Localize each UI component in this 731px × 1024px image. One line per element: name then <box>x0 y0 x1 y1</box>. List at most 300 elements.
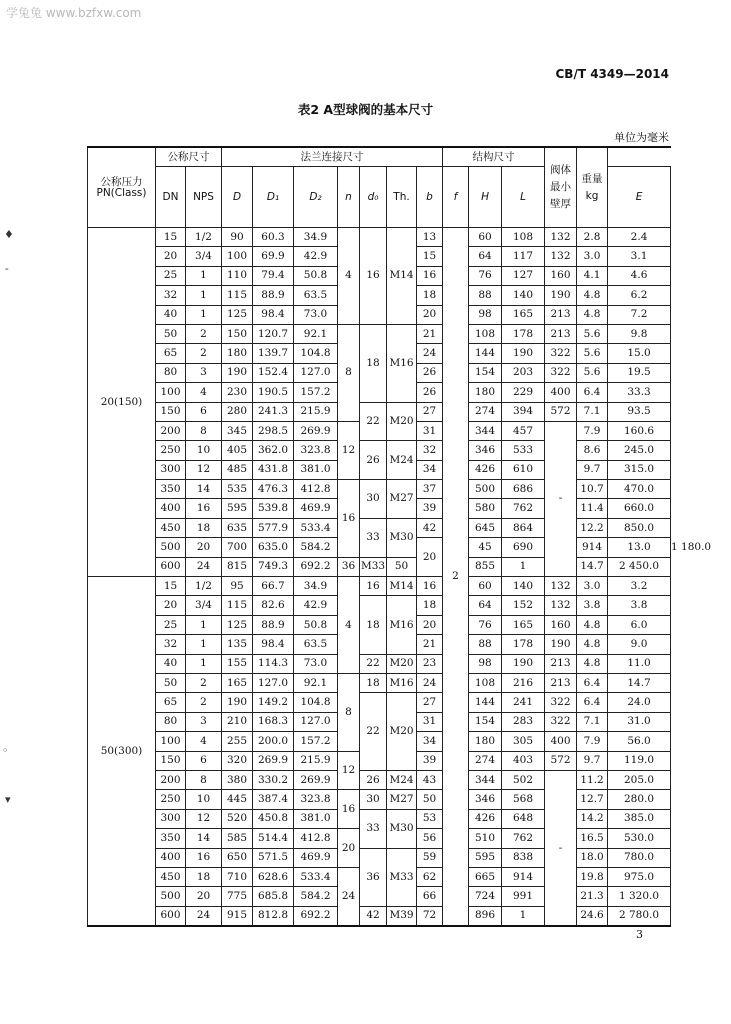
b-cell: 42 <box>417 518 443 537</box>
h-cell: 510 <box>469 829 502 848</box>
l-cell: 648 <box>502 809 545 828</box>
d2-cell: 157.2 <box>294 383 338 402</box>
d1-cell: 635.0 <box>253 538 294 557</box>
d2-cell: 381.0 <box>294 460 338 479</box>
nps-cell: 6 <box>186 751 222 770</box>
table-row <box>88 654 671 673</box>
d-cell: 165 <box>222 673 253 692</box>
weight-cell: 280.0 <box>608 790 671 809</box>
b-cell: 23 <box>417 654 443 673</box>
d-cell: 95 <box>222 577 253 596</box>
l-cell: 762 <box>502 499 545 518</box>
nps-cell: 1/2 <box>186 577 222 596</box>
header-d2: D₂ <box>294 167 338 228</box>
thread-cell: M24 <box>387 770 417 789</box>
table-row <box>88 518 671 537</box>
h-cell: 98 <box>469 305 502 324</box>
weight-cell: 385.0 <box>608 809 671 828</box>
wall-thickness-cell: 9.7 <box>577 751 608 770</box>
d2-cell: 104.8 <box>294 693 338 712</box>
wall-thickness-cell: 18.0 <box>577 848 608 867</box>
dn-cell: 25 <box>156 266 186 285</box>
e-cell: 132 <box>545 577 577 596</box>
e-cell: 322 <box>545 693 577 712</box>
h-cell: 76 <box>469 615 502 634</box>
d-cell: 815 <box>222 557 253 576</box>
dn-cell: 32 <box>156 635 186 654</box>
d-cell: 135 <box>222 635 253 654</box>
h-cell: 108 <box>469 324 502 343</box>
d-cell: 180 <box>222 344 253 363</box>
h-cell: 346 <box>469 790 502 809</box>
weight-cell: 470.0 <box>608 480 671 499</box>
dn-cell: 200 <box>156 770 186 789</box>
dn-cell: 500 <box>156 538 186 557</box>
dn-cell: 450 <box>156 518 186 537</box>
b-cell: 18 <box>417 596 443 615</box>
bolt-hole-cell: 16 <box>360 577 387 596</box>
l-cell: 127 <box>502 266 545 285</box>
d-cell: 90 <box>222 228 253 247</box>
b-cell: 59 <box>417 848 443 867</box>
table-row <box>88 596 671 615</box>
dn-cell: 40 <box>156 654 186 673</box>
e-cell: 132 <box>545 596 577 615</box>
d2-cell: 73.0 <box>294 305 338 324</box>
l-cell: 241 <box>502 693 545 712</box>
d2-cell: 127.0 <box>294 712 338 731</box>
weight-cell: 119.0 <box>608 751 671 770</box>
d2-cell: 469.9 <box>294 848 338 867</box>
e-cell: 213 <box>545 324 577 343</box>
bolt-hole-cell: 22 <box>360 693 387 771</box>
header-f: f <box>443 167 469 228</box>
nps-cell: 20 <box>186 538 222 557</box>
d1-cell: 88.9 <box>253 286 294 305</box>
wall-thickness-cell: 5.6 <box>577 363 608 382</box>
dn-cell: 20 <box>156 247 186 266</box>
h-cell: 426 <box>469 460 502 479</box>
h-cell: 426 <box>469 809 502 828</box>
l-cell: 305 <box>502 732 545 751</box>
weight-cell: 245.0 <box>608 441 671 460</box>
bolt-hole-cell: 18 <box>360 596 387 654</box>
nps-cell: 16 <box>186 499 222 518</box>
l-cell: 1 <box>502 906 545 926</box>
b-cell: 24 <box>417 344 443 363</box>
nps-cell: 3/4 <box>186 596 222 615</box>
e-cell: 322 <box>545 344 577 363</box>
wall-thickness-cell: 11.2 <box>577 770 608 789</box>
d-cell: 210 <box>222 712 253 731</box>
margin-mark: ▾ <box>5 793 11 806</box>
h-cell: 180 <box>469 383 502 402</box>
e-cell: 132 <box>545 247 577 266</box>
d1-cell: 812.8 <box>253 906 294 926</box>
l-cell: 914 <box>502 867 545 886</box>
header-dn: DN <box>156 167 186 228</box>
bolt-count-cell: 20 <box>338 829 360 868</box>
dn-cell: 100 <box>156 383 186 402</box>
h-cell: 98 <box>469 654 502 673</box>
wall-thickness-cell: 7.1 <box>577 712 608 731</box>
d-cell: 445 <box>222 790 253 809</box>
dn-cell: 350 <box>156 480 186 499</box>
page-number: 3 <box>636 928 643 941</box>
dn-cell: 40 <box>156 305 186 324</box>
b-cell: 27 <box>417 693 443 712</box>
wall-thickness-cell: 4.8 <box>577 654 608 673</box>
b-cell: 34 <box>417 460 443 479</box>
weight-cell: 2 780.0 <box>608 906 671 926</box>
d1-cell: 69.9 <box>253 247 294 266</box>
weight-cell: 24.0 <box>608 693 671 712</box>
thread-cell: M33 <box>387 848 417 906</box>
wall-thickness-cell: 4.8 <box>577 615 608 634</box>
l-cell: 152 <box>502 596 545 615</box>
h-cell: 896 <box>469 906 502 926</box>
l-cell: 457 <box>502 421 545 440</box>
wall-thickness-cell: 3.0 <box>577 577 608 596</box>
wall-thickness-cell: 12.7 <box>577 790 608 809</box>
d-cell: 150 <box>222 324 253 343</box>
thread-cell: M27 <box>387 790 417 809</box>
dn-cell: 150 <box>156 402 186 421</box>
e-cell: 190 <box>545 635 577 654</box>
dn-cell: 80 <box>156 363 186 382</box>
thread-cell: M24 <box>387 441 417 480</box>
d-cell: 520 <box>222 809 253 828</box>
d1-cell: 149.2 <box>253 693 294 712</box>
e-cell: 322 <box>545 712 577 731</box>
margin-mark: - <box>5 262 9 275</box>
dn-cell: 50 <box>156 324 186 343</box>
d2-cell: 533.4 <box>294 518 338 537</box>
nps-cell: 18 <box>186 867 222 886</box>
d1-cell: 514.4 <box>253 829 294 848</box>
weight-cell: 7.2 <box>608 305 671 324</box>
bolt-count-cell: 12 <box>338 751 360 790</box>
nps-cell: 1 <box>186 286 222 305</box>
thread-cell: M20 <box>387 402 417 441</box>
d-cell: 115 <box>222 286 253 305</box>
wall-thickness-cell: 21.3 <box>577 887 608 906</box>
table-row <box>88 693 671 712</box>
d1-cell: 241.3 <box>253 402 294 421</box>
b-cell: 26 <box>417 363 443 382</box>
l-cell: 686 <box>502 480 545 499</box>
l-cell: 165 <box>502 615 545 634</box>
d2-cell: 323.8 <box>294 790 338 809</box>
b-cell: 50 <box>387 557 417 576</box>
nps-cell: 3 <box>186 363 222 382</box>
l-cell: 203 <box>502 363 545 382</box>
table-row <box>88 324 671 343</box>
b-cell: 45 <box>469 538 502 557</box>
h-cell: 64 <box>469 596 502 615</box>
b-cell: 32 <box>417 441 443 460</box>
table-row <box>88 770 671 789</box>
b-cell: 21 <box>417 635 443 654</box>
d2-cell: 584.2 <box>294 887 338 906</box>
wall-thickness-cell: 14.7 <box>577 557 608 576</box>
header-b: b <box>417 167 443 228</box>
dn-cell: 200 <box>156 421 186 440</box>
d2-cell: 692.2 <box>294 557 338 576</box>
b-cell: 21 <box>417 324 443 343</box>
thread-cell: M30 <box>387 809 417 848</box>
b-cell: 26 <box>417 383 443 402</box>
d1-cell: 476.3 <box>253 480 294 499</box>
dn-cell: 65 <box>156 344 186 363</box>
h-cell: 108 <box>469 673 502 692</box>
d-cell: 380 <box>222 770 253 789</box>
l-cell: 108 <box>502 228 545 247</box>
d2-cell: 50.8 <box>294 266 338 285</box>
margin-mark: ◦ <box>2 744 9 757</box>
d2-cell: 50.8 <box>294 615 338 634</box>
nps-cell: 24 <box>186 557 222 576</box>
l-cell: 838 <box>502 848 545 867</box>
d-cell: 710 <box>222 867 253 886</box>
margin-mark: ♦ <box>4 228 14 241</box>
weight-cell: 530.0 <box>608 829 671 848</box>
d1-cell: 577.9 <box>253 518 294 537</box>
e-cell: 572 <box>545 751 577 770</box>
h-cell: 346 <box>469 441 502 460</box>
wall-thickness-cell: 10.7 <box>577 480 608 499</box>
d2-cell: 104.8 <box>294 344 338 363</box>
pressure-class-cell: 50(300) <box>88 577 156 927</box>
weight-cell: 11.0 <box>608 654 671 673</box>
b-cell: 20 <box>417 615 443 634</box>
d1-cell: 82.6 <box>253 596 294 615</box>
h-cell: 665 <box>469 867 502 886</box>
wall-thickness-cell: 4.1 <box>577 266 608 285</box>
d-cell: 700 <box>222 538 253 557</box>
weight-cell: 315.0 <box>608 460 671 479</box>
d-cell: 125 <box>222 615 253 634</box>
d1-cell: 120.7 <box>253 324 294 343</box>
bolt-count-cell: 8 <box>338 673 360 751</box>
nps-cell: 6 <box>186 402 222 421</box>
d1-cell: 60.3 <box>253 228 294 247</box>
nps-cell: 1 <box>186 654 222 673</box>
h-cell: 144 <box>469 693 502 712</box>
nps-cell: 1 <box>186 305 222 324</box>
d1-cell: 362.0 <box>253 441 294 460</box>
l-cell: 864 <box>502 518 545 537</box>
header-d1: D₁ <box>253 167 294 228</box>
d-cell: 115 <box>222 596 253 615</box>
l-cell: 394 <box>502 402 545 421</box>
d2-cell: 63.5 <box>294 635 338 654</box>
h-cell: 88 <box>469 286 502 305</box>
weight-cell: 975.0 <box>608 867 671 886</box>
dn-cell: 400 <box>156 848 186 867</box>
h-cell: 344 <box>469 770 502 789</box>
weight-cell: 3.2 <box>608 577 671 596</box>
nps-cell: 8 <box>186 421 222 440</box>
watermark: 学兔兔 www.bzfxw.com <box>6 6 142 20</box>
h-cell: 88 <box>469 635 502 654</box>
nps-cell: 8 <box>186 770 222 789</box>
d1-cell: 298.5 <box>253 421 294 440</box>
h-cell: 76 <box>469 266 502 285</box>
d2-cell: 469.9 <box>294 499 338 518</box>
h-cell: 64 <box>469 247 502 266</box>
nps-cell: 12 <box>186 460 222 479</box>
d2-cell: 34.9 <box>294 228 338 247</box>
d2-cell: 412.8 <box>294 829 338 848</box>
weight-cell: 15.0 <box>608 344 671 363</box>
weight-cell: 6.2 <box>608 286 671 305</box>
b-cell: 37 <box>417 480 443 499</box>
f-cell: 2 <box>443 228 469 927</box>
header-structure: 结构尺寸 <box>443 147 545 167</box>
d1-cell: 152.4 <box>253 363 294 382</box>
weight-cell: 19.5 <box>608 363 671 382</box>
nps-cell: 1 <box>186 266 222 285</box>
d2-cell: 42.9 <box>294 596 338 615</box>
d-cell: 650 <box>222 848 253 867</box>
bolt-count-cell: 4 <box>338 228 360 325</box>
header-pressure: 公称压力 PN(Class) <box>88 147 156 228</box>
d2-cell: 127.0 <box>294 363 338 382</box>
dn-cell: 500 <box>156 887 186 906</box>
header-l: L <box>502 167 545 228</box>
b-cell: 39 <box>417 499 443 518</box>
bolt-hole-cell: 26 <box>360 441 387 480</box>
l-cell: 190 <box>502 654 545 673</box>
b-cell: 34 <box>417 732 443 751</box>
l-cell: 216 <box>502 673 545 692</box>
e-cell: 400 <box>545 732 577 751</box>
e-cell: 322 <box>545 363 577 382</box>
l-cell: 1 <box>502 557 545 576</box>
dn-cell: 450 <box>156 867 186 886</box>
table-row <box>88 673 671 692</box>
d2-cell: 34.9 <box>294 577 338 596</box>
dn-cell: 300 <box>156 809 186 828</box>
weight-cell: 205.0 <box>608 770 671 789</box>
e-cell: 213 <box>545 654 577 673</box>
header-h: H <box>469 167 502 228</box>
h-cell: 580 <box>469 499 502 518</box>
dn-cell: 25 <box>156 615 186 634</box>
l-cell: 165 <box>502 305 545 324</box>
pressure-class-cell: 20(150) <box>88 228 156 577</box>
wall-thickness-cell: 9.7 <box>577 460 608 479</box>
dn-cell: 400 <box>156 499 186 518</box>
d1-cell: 190.5 <box>253 383 294 402</box>
nps-cell: 14 <box>186 829 222 848</box>
dn-cell: 50 <box>156 673 186 692</box>
header-d: D <box>222 167 253 228</box>
bolt-hole-cell: 30 <box>360 480 387 519</box>
nps-cell: 16 <box>186 848 222 867</box>
e-cell: 160 <box>545 615 577 634</box>
l-cell: 190 <box>502 344 545 363</box>
d-cell: 775 <box>222 887 253 906</box>
h-cell: 180 <box>469 732 502 751</box>
h-cell: 645 <box>469 518 502 537</box>
d-cell: 255 <box>222 732 253 751</box>
d2-cell: 269.9 <box>294 770 338 789</box>
weight-cell: 2.4 <box>608 228 671 247</box>
dn-cell: 20 <box>156 596 186 615</box>
d1-cell: 539.8 <box>253 499 294 518</box>
nps-cell: 20 <box>186 887 222 906</box>
wall-thickness-cell: 12.2 <box>577 518 608 537</box>
dn-cell: 350 <box>156 829 186 848</box>
weight-cell: 1 320.0 <box>608 887 671 906</box>
wall-thickness-cell: 4.8 <box>577 635 608 654</box>
e-cell: 400 <box>545 383 577 402</box>
d-cell: 125 <box>222 305 253 324</box>
d-cell: 190 <box>222 363 253 382</box>
nps-cell: 18 <box>186 518 222 537</box>
b-cell: 18 <box>417 286 443 305</box>
e-cell: 213 <box>545 305 577 324</box>
weight-cell: 2 450.0 <box>608 557 671 576</box>
d2-cell: 63.5 <box>294 286 338 305</box>
nps-cell: 3/4 <box>186 247 222 266</box>
header-d0: d₀ <box>360 167 387 228</box>
l-cell: 140 <box>502 286 545 305</box>
b-cell: 16 <box>417 266 443 285</box>
table-row <box>88 848 671 867</box>
d-cell: 280 <box>222 402 253 421</box>
weight-cell: 780.0 <box>608 848 671 867</box>
header-weight: 重量 kg <box>577 147 608 228</box>
weight-cell: 660.0 <box>608 499 671 518</box>
d-cell: 110 <box>222 266 253 285</box>
thread-cell: M14 <box>387 577 417 596</box>
l-cell: 533 <box>502 441 545 460</box>
l-cell: 140 <box>502 577 545 596</box>
b-cell: 31 <box>417 712 443 731</box>
h-cell: 500 <box>469 480 502 499</box>
weight-cell: 3.8 <box>608 596 671 615</box>
wall-thickness-cell: 16.5 <box>577 829 608 848</box>
d2-cell: 92.1 <box>294 673 338 692</box>
dn-cell: 80 <box>156 712 186 731</box>
nps-cell: 4 <box>186 732 222 751</box>
e-cell: 190 <box>545 286 577 305</box>
nps-cell: 10 <box>186 441 222 460</box>
b-cell: 15 <box>417 247 443 266</box>
thread-cell: M30 <box>387 518 417 557</box>
nps-cell: 4 <box>186 383 222 402</box>
header-e: E <box>608 167 671 228</box>
l-cell: 610 <box>502 460 545 479</box>
d1-cell: 628.6 <box>253 867 294 886</box>
bolt-hole-cell: 22 <box>360 654 387 673</box>
h-cell: 154 <box>469 712 502 731</box>
dn-cell: 250 <box>156 790 186 809</box>
weight-cell: 4.6 <box>608 266 671 285</box>
d-cell: 915 <box>222 906 253 926</box>
bolt-count-cell: 8 <box>338 324 360 421</box>
header-nominal: 公称尺寸 <box>156 147 222 167</box>
l-cell: 502 <box>502 770 545 789</box>
d-cell: 635 <box>222 518 253 537</box>
table-row <box>88 790 671 809</box>
weight-cell: 14.7 <box>608 673 671 692</box>
table-title: 表2 A型球阀的基本尺寸 <box>297 102 434 117</box>
wall-thickness-cell: 6.4 <box>577 673 608 692</box>
